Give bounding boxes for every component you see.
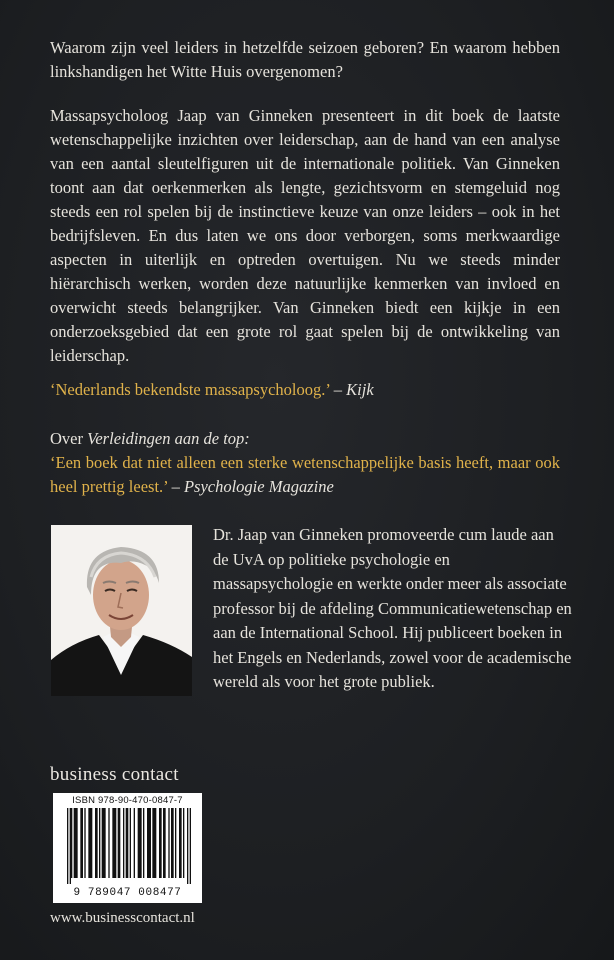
isbn-barcode (53, 793, 202, 903)
barcode-bar (190, 808, 191, 884)
previous-book-title: Verleidingen aan de top: (87, 429, 250, 448)
barcode-bar (80, 808, 83, 878)
barcode-bar (134, 808, 135, 878)
publisher-website: www.businesscontact.nl (50, 910, 195, 926)
barcode-bar (88, 808, 92, 878)
barcode-bar (112, 808, 116, 878)
barcode-bar (152, 808, 156, 878)
barcode-bar (84, 808, 85, 878)
barcode-bar (159, 808, 162, 878)
intro-text: Waarom zijn veel leiders in hetzelfde seizoen geboren? En waarom hebben linkshandigen het Witte Huis overgenomen? (50, 38, 560, 81)
barcode-bar (108, 808, 109, 878)
quote-source: Kijk (346, 380, 374, 399)
barcode-bar (171, 808, 174, 878)
barcode-bar (118, 808, 121, 878)
over-label: Over (50, 429, 83, 448)
barcode-bar (130, 808, 131, 878)
barcode-bars (67, 808, 191, 884)
barcode-bar (179, 808, 182, 878)
barcode-bar (175, 808, 176, 878)
barcode-bar (187, 808, 188, 884)
barcode-bar (163, 808, 166, 878)
barcode-bar (138, 808, 142, 878)
isbn-label: ISBN 978-90-470-0847-7 (72, 795, 183, 806)
intro-paragraph (50, 36, 560, 84)
quote-source: Psychologie Magazine (183, 477, 334, 496)
review-quote-kijk: ‘Nederlands bekendste massapsycholoog.’ – Kijk (50, 380, 374, 399)
author-photo (51, 525, 192, 696)
barcode-bar (67, 808, 68, 884)
quote-text: ‘Een boek dat niet alleen een sterke wetenschappelijke basis heeft, maar ook heel prettig leest.’ (50, 453, 560, 496)
barcode-bar (99, 808, 100, 878)
barcode-bar (123, 808, 124, 878)
description-paragraph (50, 104, 560, 368)
barcode-bar (102, 808, 106, 878)
barcode-bar (71, 808, 72, 878)
barcode-bar (74, 808, 78, 878)
review-quote-psychologie: Over Verleidingen aan de top: ‘Een boek dat niet alleen een sterke wetenschappelijke basis heeft, maar ook heel prettig leest.’ – Psychologie Magazine (50, 429, 560, 496)
author-bio (213, 523, 573, 695)
barcode-bar (126, 808, 129, 878)
barcode-bar (147, 808, 151, 878)
description-text: Massapsycholoog Jaap van Ginneken presenteert in dit boek de laatste wetenschappelijke inzichten over leiderschap, aan de hand van een analyse van een aantal sleutelfiguren uit de internationale politiek. Van Ginneken toont aan dat oerkenmerken als lengte, gezichtsvorm en stemgeluid nog steeds een rol spelen bij de instinctieve keuze van onze leiders – ook in het bedrijfsleven. En dus laten we ons door verborgen, soms merkwaardige aspecten in uiterlijk en optreden overtuigen. Nu we steeds minder hiërarchisch werken, worden deze natuurlijke kenmerken van invloed en overwicht steeds belangrijker. Van Ginneken biedt een kijkje in een onderzoeksgebied dat een grote rol gaat spelen bij de ontwikkeling van leiderschap. (50, 106, 560, 365)
author-bio-text: Dr. Jaap van Ginneken promoveerde cum laude aan de UvA op politieke psychologie en massapsychologie en werkte onder meer als associate professor bij de afdeling Communicatiewetenschap en aan de International School. Hij publiceert boeken in het Engels en Nederlands, zowel voor de academische wereld als voor het grote publiek. (213, 525, 572, 691)
barcode-bar (95, 808, 98, 878)
publisher-name: business contact (50, 764, 179, 785)
barcode-bar (70, 808, 71, 884)
barcode-bar (183, 808, 184, 878)
quote-text: ‘Nederlands bekendste massapsycholoog.’ (50, 380, 330, 399)
barcode-bar (143, 808, 144, 878)
barcode-bar (168, 808, 169, 878)
barcode-digits: 9 789047 008477 (73, 887, 182, 899)
